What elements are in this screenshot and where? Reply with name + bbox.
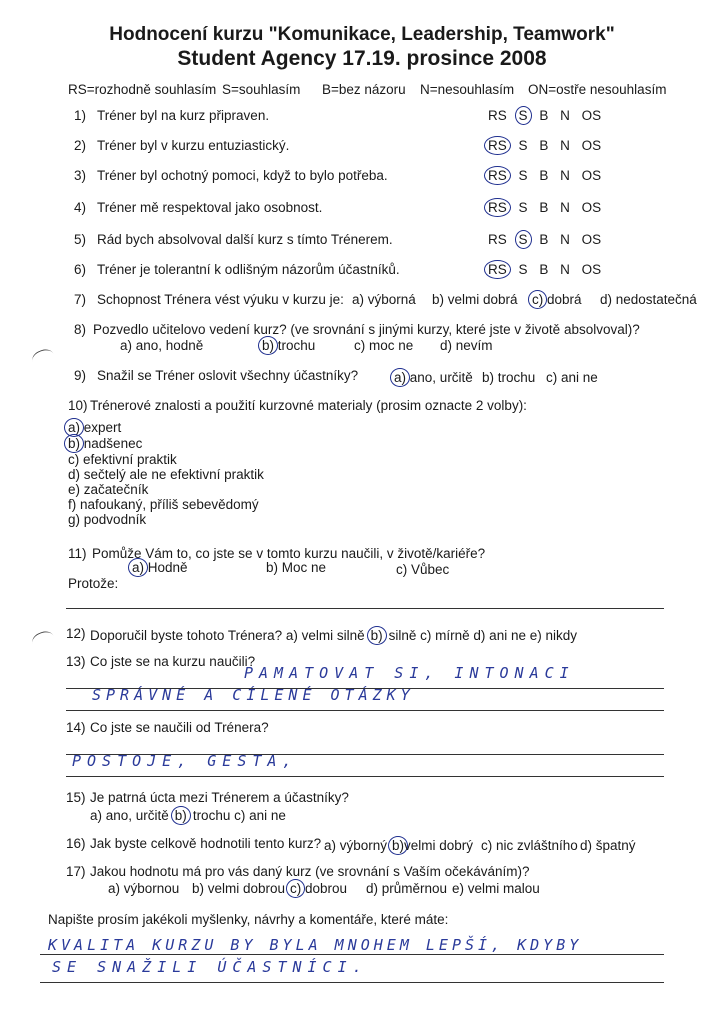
text-label: OS [581,232,602,247]
text-label: d) průměrnou [366,881,448,896]
text-label: N [560,138,570,153]
text-label: 12) [66,626,86,641]
answer-line [66,608,664,609]
text-label: expert [83,420,122,435]
text-label: a) ano, hodně [120,338,204,353]
text-label: d) špatný [580,838,636,853]
form-subtitle: Student Agency 17.19. prosince 2008 [177,47,547,70]
text-label: 10) [68,398,88,413]
text-label: Rád bych absolvoval další kurz s tímto Trénerem. [97,232,393,247]
text-label: c) moc ne [354,338,414,353]
text-label: nafoukaný, příliš sebevědomý [80,497,259,512]
text-label: N [560,200,570,215]
legend-b: B=bez názoru [322,82,406,97]
text-label: 17) [66,864,86,879]
text-label: Doporučil byste tohoto Trénera? a) velmi silně [90,628,365,643]
text-label: Tréner byl v kurzu entuziastický. [97,138,290,153]
text-label[interactable]: RS [484,166,511,185]
text-label: 7) [74,292,87,307]
text-label: c) Vůbec [396,562,450,577]
text-label: efektivní praktik [83,452,177,467]
text-label: e) [68,482,81,497]
text-label: b) velmi dobrou [192,881,286,896]
text-label: b) velmi dobrá [432,292,518,307]
text-label: b) trochu [482,370,536,385]
legend-on: ON=ostře nesouhlasím [528,82,667,97]
text-label: nadšenec [83,436,143,451]
text-label: sečtelý ale ne efektivní praktik [83,467,264,482]
text-label: RS [488,232,507,247]
text-label: Tréner mě respektoval jako osobnost. [97,200,323,215]
margin-mark [30,629,56,651]
rating-scale [488,138,601,153]
text-label: B [539,262,549,277]
text-label: S [518,168,528,183]
text-label: Tréner je tolerantní k odlišným názorům účastníků. [97,262,400,277]
handwritten-answer: PAMATOVAT SI, INTONACI [244,664,575,682]
text-label: a) výborný [324,838,388,853]
text-label: Jakou hodnotu má pro vás daný kurz (ve srovnání s Vaším očekáváním)? [90,864,530,879]
text-label: 9) [74,368,87,383]
text-label: d) nedostatečná [600,292,697,307]
text-label: 14) [66,720,86,735]
text-label: B [539,200,549,215]
rating-scale [488,108,601,123]
legend-s: S=souhlasím [222,82,301,97]
text-label: c) ani ne [546,370,598,385]
text-label: 13) [66,654,86,669]
answer-line [66,710,664,711]
text-label: 2) [74,138,87,153]
text-label: OS [581,200,602,215]
text-label: Pomůže Vám to, co jste se v tomto kurzu naučili, v životě/kariéře? [92,546,486,561]
handwritten-answer: SPRÁVNÉ A CÍLENÉ OTÁZKY [92,686,415,704]
text-label[interactable]: b) [388,836,408,855]
text-label[interactable]: a) [390,368,410,387]
text-label: c) ani ne [234,808,286,823]
text-label[interactable]: a) [128,558,148,577]
legend-rs: RS=rozhodně souhlasím [68,82,217,97]
text-label: Co jste se naučili od Trénera? [90,720,269,735]
text-label: c) [68,452,80,467]
text-label[interactable]: S [515,106,532,125]
legend-n: N=nesouhlasím [420,82,515,97]
text-label: b) Moc ne [266,560,327,575]
text-label: trochu [277,338,316,353]
margin-mark [30,347,56,369]
text-label: B [539,108,549,123]
text-label: 6) [74,262,87,277]
text-label: e) velmi malou [452,881,540,896]
text-label: a) výbornou [108,881,180,896]
text-label[interactable]: RS [484,136,511,155]
text-label: OS [581,262,602,277]
text-label: 16) [66,836,86,851]
answer-line [66,688,664,689]
text-label: 4) [74,200,87,215]
text-label: ano, určitě [409,370,473,385]
text-label: 3) [74,168,87,183]
text-label: dobrou [305,881,348,896]
text-label: N [560,262,570,277]
text-label: d) [68,467,81,482]
rating-scale [488,262,601,277]
text-label: Trénerové znalosti a použití kurzovné materialy (prosim oznacte 2 volby): [90,398,527,413]
text-label[interactable]: b) [171,806,191,825]
text-label[interactable]: b) [64,434,84,453]
text-label[interactable]: c) [286,879,305,898]
text-label: 1) [74,108,87,123]
text-label[interactable]: S [515,230,532,249]
text-label: Protože: [68,576,119,591]
text-label: začatečník [83,482,149,497]
text-label: S [518,138,528,153]
text-label: 15) [66,790,86,805]
answer-line [66,776,664,777]
text-label[interactable]: b) [258,336,278,355]
handwritten-comment: KVALITA KURZU BY BYLA MNOHEM LEPŠÍ, KDYBY [48,936,583,954]
form-title: Hodnocení kurzu "Komunikace, Leadership, Teamwork" [109,24,615,45]
text-label: OS [581,168,602,183]
text-label: 11) [68,546,87,561]
text-label: B [539,138,549,153]
text-label: Pozvedlo učitelovo vedení kurz? (ve srovnání s jinými kurzy, které jste v životě absolvoval)? [93,322,640,337]
text-label: a) ano, určitě [90,808,169,823]
text-label: S [518,200,528,215]
text-label: N [560,108,570,123]
text-label: podvodník [83,512,147,527]
answer-line [40,982,664,983]
handwritten-comment: SE SNAŽILI ÚČASTNÍCI. [52,958,368,976]
text-label: Napište prosím jakékoli myšlenky, návrhy a komentáře, které máte: [48,912,449,927]
text-label: Hodně [147,560,188,575]
text-label: Jak byste celkově hodnotili tento kurz? [90,836,322,851]
answer-line [66,754,664,755]
answer-line [40,954,664,955]
text-label: c) nic zvláštního [481,838,578,853]
text-label: silně c) mírně d) ani ne e) nikdy [388,628,577,643]
text-label: Co jste se na kurzu naučili? [90,654,256,669]
text-label: Je patrná úcta mezi Trénerem a účastníky? [90,790,349,805]
text-label[interactable]: c) [528,290,547,309]
text-label: dobrá [547,292,582,307]
text-label: velmi dobrý [404,838,474,853]
text-label: trochu [192,808,231,823]
text-label: OS [581,138,602,153]
text-label: B [539,232,549,247]
text-label: Tréner byl na kurz připraven. [97,108,270,123]
text-label: N [560,232,570,247]
rating-scale [488,200,601,215]
rating-scale [488,232,601,247]
text-label[interactable]: RS [484,260,511,279]
text-label: 5) [74,232,87,247]
text-label: S [518,262,528,277]
text-label: N [560,168,570,183]
text-label: RS [488,108,507,123]
text-label: OS [581,108,602,123]
text-label[interactable]: RS [484,198,511,217]
rating-scale [488,168,601,183]
text-label: Tréner byl ochotný pomoci, když to bylo potřeba. [97,168,388,183]
text-label: Snažil se Tréner oslovit všechny účastníky? [97,368,359,383]
text-label[interactable]: b) [367,626,387,645]
text-label: g) [68,512,81,527]
text-label: f) [68,497,77,512]
text-label[interactable]: a) [64,418,84,437]
handwritten-answer: POSTOJE, GESTA, [72,752,298,770]
text-label: a) výborná [352,292,416,307]
text-label: B [539,168,549,183]
text-label: d) nevím [440,338,493,353]
text-label: 8) [74,322,87,337]
text-label: Schopnost Trénera vést výuku v kurzu je: [97,292,344,307]
